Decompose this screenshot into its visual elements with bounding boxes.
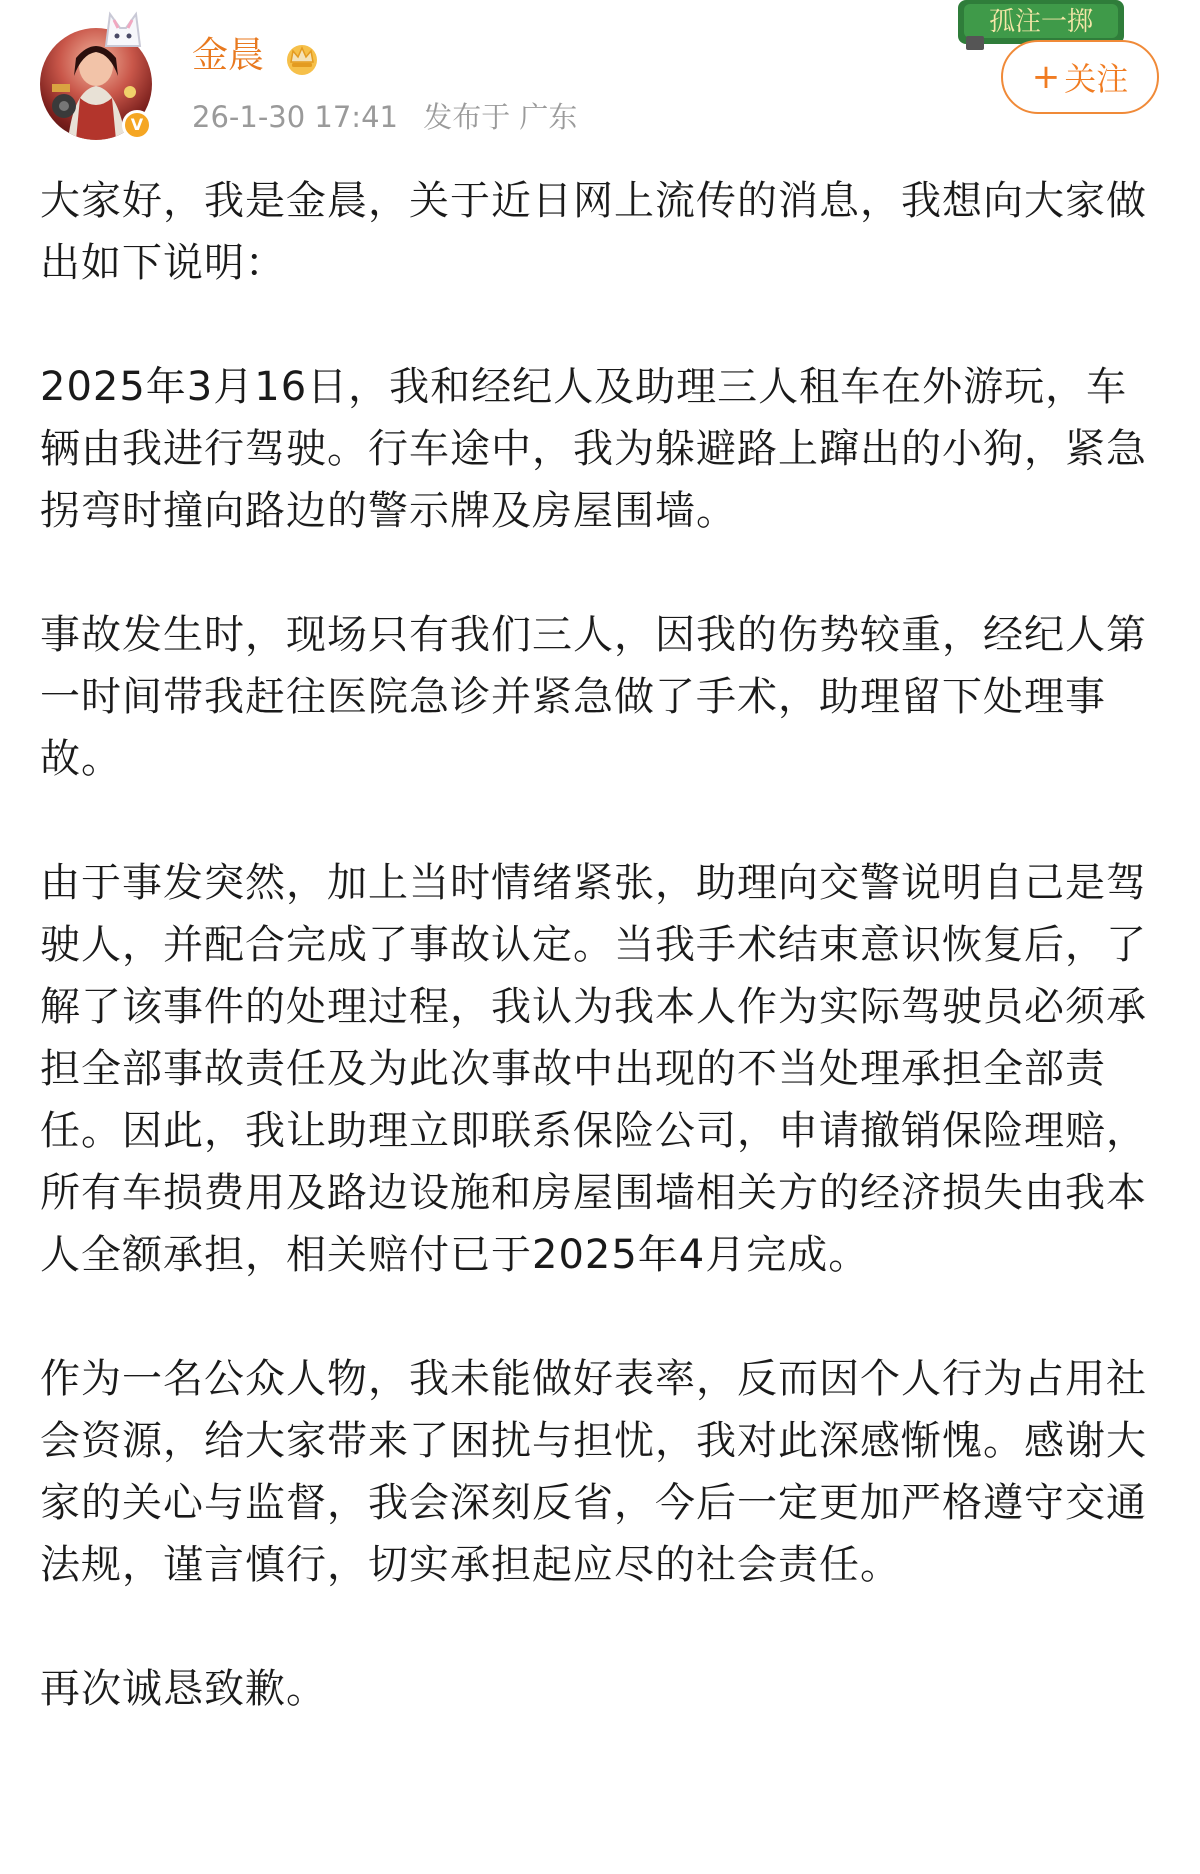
paragraph-aftermath: 事故发生时，现场只有我们三人，因我的伤势较重，经纪人第一时间带我赶往医院急诊并紧急做了手术，助理留下处理事故。	[40, 612, 1147, 782]
crown-icon	[282, 38, 322, 78]
post-header	[0, 0, 1200, 150]
plus-icon: +	[1031, 57, 1061, 97]
cat-ear-decoration-icon	[100, 6, 144, 50]
paragraph-apology: 作为一名公众人物，我未能做好表率，反而因个人行为占用社会资源，给大家带来了困扰与担忧，我对此深感惭愧。感谢大家的关心与监督，我会深刻反省，今后一定更加严格遵守交通法规，谨言慎行，切实承担起应尽的社会责任。	[40, 1356, 1147, 1588]
post-meta	[192, 100, 577, 135]
post-time: 26-1-30 17:41	[192, 100, 398, 134]
paragraph-intro: 大家好，我是金晨，关于近日网上流传的消息，我想向大家做出如下说明：	[40, 178, 1147, 286]
follow-button[interactable]	[1001, 40, 1159, 114]
paragraph-closing: 再次诚恳致歉。	[40, 1666, 327, 1712]
post-body	[40, 170, 1160, 1782]
avatar[interactable]	[40, 28, 152, 140]
follow-label: 关注	[1064, 60, 1129, 98]
paragraph-incident: 2025年3月16日，我和经纪人及助理三人租车在外游玩，车辆由我进行驾驶。行车途中，我为躲避路上蹿出的小狗，紧急拐弯时撞向路边的警示牌及房屋围墙。	[40, 364, 1147, 534]
verified-badge-icon: V	[122, 110, 152, 140]
author-name[interactable]: 金晨	[192, 35, 265, 76]
paragraph-responsibility: 由于事发突然，加上当时情绪紧张，助理向交警说明自己是驾驶人，并配合完成了事故认定。当我手术结束意识恢复后，了解了该事件的处理过程，我认为我本人作为实际驾驶员必须承担全部事故责任及为此次事故中出现的不当处理承担全部责任。因此，我让助理立即联系保险公司，申请撤销保险理赔，所有车损费用及路边设施和房屋围墙相关方的经济损失由我本人全额承担，相关赔付已于2025年4月完成。	[40, 860, 1147, 1278]
sticker-text: 孤注一掷	[988, 7, 1094, 37]
post-location: 发布于 广东	[423, 100, 578, 134]
